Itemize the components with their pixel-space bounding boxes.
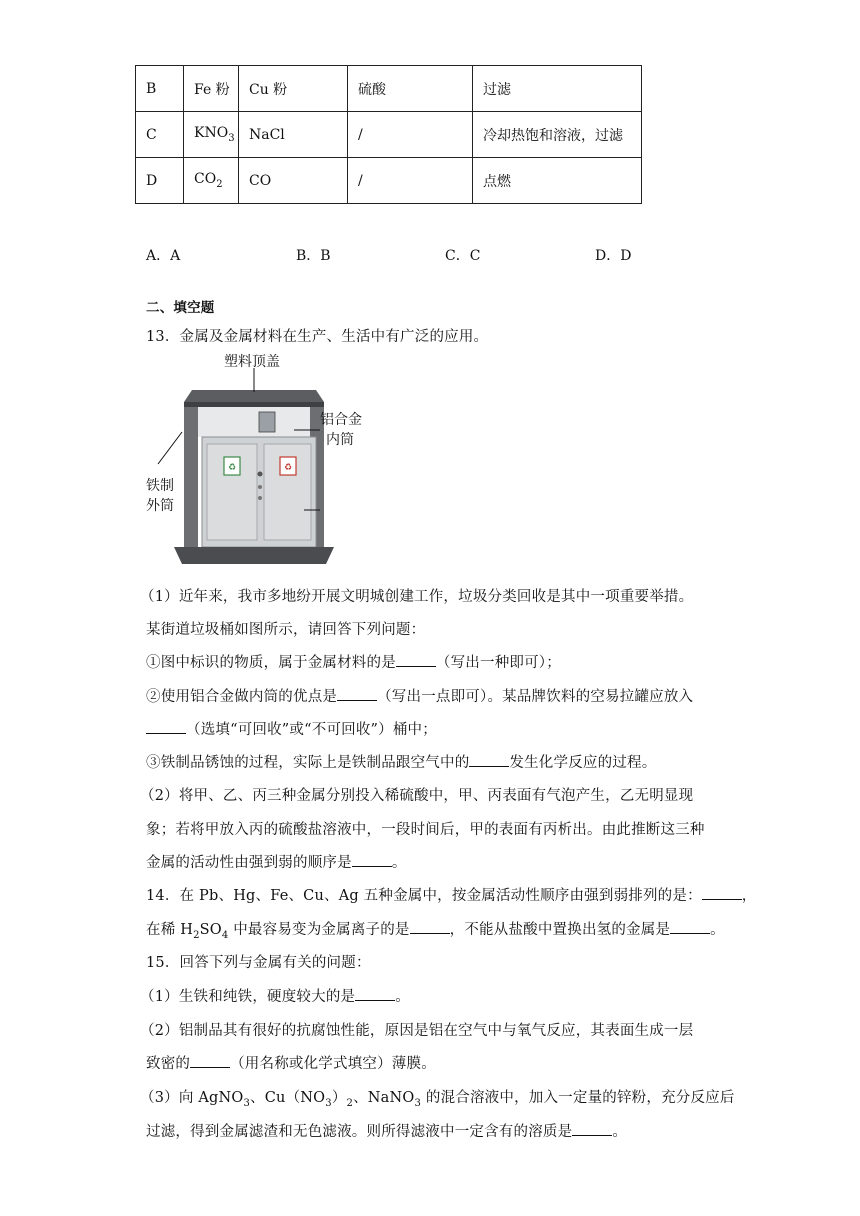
subscript: 2: [193, 929, 200, 941]
table-row: [136, 66, 642, 112]
text: ，不能从盐酸中置换出氢的金属是: [449, 922, 671, 938]
non-recyclable-icon-glyph: ♻: [283, 463, 293, 473]
q13-sub2-cont: [146, 718, 437, 739]
table-cell: /: [348, 158, 473, 204]
q13-stem: 13．金属及金属材料在生产、生活中有广泛的应用。: [146, 329, 489, 345]
formula-main: CO: [194, 171, 217, 188]
text: （写出一种即可）；: [435, 655, 561, 671]
option-c[interactable]: C．C: [445, 248, 481, 264]
formula-sub: 3: [228, 132, 235, 144]
answer-blank[interactable]: [146, 721, 186, 734]
table-cell: CO: [239, 158, 348, 204]
table-cell: Cu 粉: [239, 66, 348, 112]
text: 14．在 Pb、Hg、Fe、Cu、Ag 五种金属中，按金属活动性顺序由强到弱排列的是：: [146, 888, 702, 904]
leader-line-left: [158, 432, 182, 464]
text: （1）生铁和纯铁，硬度较大的是: [140, 989, 356, 1005]
q13-p2-line2: 象；若将甲放入丙的硫酸盐溶液中，一段时间后，甲的表面有丙析出。由此推断这三种: [146, 822, 705, 838]
options-table: [135, 65, 642, 204]
table-row: [136, 112, 642, 158]
q15-p2-line1: （2）铝制品其有很好的抗腐蚀性能，原因是铝在空气中与氧气反应，其表面生成一层: [140, 1023, 694, 1039]
answer-blank[interactable]: [396, 654, 436, 667]
subscript: 3: [414, 1097, 422, 1109]
section-heading: 二、填空题: [146, 300, 215, 316]
answer-blank[interactable]: [702, 887, 742, 900]
bin-ashtray: [259, 412, 275, 432]
text: 中最容易变为金属离子的是: [228, 922, 410, 938]
bin-back-panel: [198, 407, 310, 437]
text: 在稀 H: [146, 922, 194, 938]
lock-icon: [258, 472, 263, 477]
q14-line2: [146, 918, 725, 941]
label-aluminum: 铝合金: [320, 412, 362, 428]
text: （选填“可回收”或“不可回收”）桶中；: [186, 722, 437, 738]
text: 的混合溶液中，加入一定量的锌粉，充分反应后: [421, 1090, 735, 1106]
text: 致密的: [146, 1056, 191, 1072]
table-cell: NaCl: [239, 112, 348, 158]
text: 、NaNO: [353, 1090, 415, 1106]
table-row: [136, 158, 642, 204]
table-cell: 硫酸: [348, 66, 473, 112]
text: 。: [395, 989, 410, 1005]
option-a[interactable]: A．A: [146, 248, 181, 264]
answer-blank[interactable]: [352, 854, 392, 867]
table-cell: /: [348, 112, 473, 158]
text: ）: [331, 1090, 347, 1106]
label-iron: 铁制: [146, 478, 174, 494]
text: SO: [199, 922, 222, 938]
option-b[interactable]: B．B: [296, 248, 331, 264]
answer-blank[interactable]: [190, 1055, 230, 1068]
subscript: 4: [221, 929, 229, 941]
text: 发生化学反应的过程。: [509, 755, 657, 771]
q15-p2-line2: [146, 1052, 436, 1073]
text: （用名称或化学式填空）薄膜。: [230, 1056, 436, 1072]
q13-sub1: [146, 651, 561, 672]
label-plastic-cap: 塑料顶盖: [224, 354, 280, 370]
text: ②使用铝合金做内筒的优点是: [146, 689, 338, 705]
q15-p1: [140, 985, 410, 1006]
subscript: 3: [325, 1097, 332, 1109]
text: 过滤，得到金属滤渣和无色滤液。则所得滤液中一定含有的溶质是: [146, 1124, 573, 1140]
table-cell: 过滤: [473, 66, 642, 112]
text: （写出一点即可）。某品牌饮料的空易拉罐应放入: [377, 689, 694, 705]
bin-base: [174, 547, 334, 564]
q13-p2-line1: （2）将甲、乙、丙三种金属分别投入稀硫酸中，甲、丙表面有气泡产生，乙无明显现: [140, 788, 694, 804]
q15-p3-line1: [140, 1086, 735, 1109]
table-cell: 冷却热饱和溶液，过滤: [473, 112, 642, 158]
answer-blank[interactable]: [469, 754, 509, 767]
table-cell: D: [136, 158, 184, 204]
q14-line1: [146, 884, 756, 905]
text: ①图中标识的物质，属于金属材料的是: [146, 655, 396, 671]
formula-sub: 2: [216, 178, 223, 190]
label-inner: 内筒: [326, 432, 354, 448]
bin-post-left: [184, 407, 198, 557]
q13-sub2: [146, 685, 693, 706]
table-cell: [184, 112, 239, 158]
subscript: 2: [346, 1097, 354, 1109]
q13-p2-line3: [146, 851, 407, 872]
q13-p1-line1: （1）近年来，我市多地纷开展文明城创建工作，垃圾分类回收是其中一项重要举措。: [140, 589, 694, 605]
answer-options: [146, 245, 666, 265]
q15-stem: 15．回答下列与金属有关的问题：: [146, 955, 371, 971]
answer-blank[interactable]: [337, 688, 377, 701]
lock-icon: [258, 496, 262, 500]
option-d[interactable]: D．D: [595, 248, 632, 264]
text: 。: [612, 1124, 628, 1140]
text: 金属的活动性由强到弱的顺序是: [146, 855, 352, 871]
bin-roof-edge: [184, 402, 324, 407]
q13-p1-line2: 某街道垃圾桶如图所示，请回答下列问题：: [146, 622, 426, 638]
subscript: 3: [243, 1097, 251, 1109]
q13-sub3: [146, 751, 656, 772]
recyclable-icon-glyph: ♻: [227, 463, 237, 473]
answer-blank[interactable]: [410, 921, 450, 934]
answer-blank[interactable]: [670, 921, 710, 934]
trash-bin-figure: [144, 352, 394, 574]
text: 。: [710, 922, 725, 938]
answer-blank[interactable]: [355, 988, 395, 1001]
lock-icon: [258, 485, 262, 489]
table-cell: Fe 粉: [184, 66, 239, 112]
table-cell: B: [136, 66, 184, 112]
answer-blank[interactable]: [572, 1123, 612, 1136]
formula-main: KNO: [194, 125, 229, 142]
text: （3）向 AgNO: [140, 1090, 244, 1106]
text: ，: [741, 888, 757, 904]
text: 。: [391, 855, 407, 871]
label-outer: 外筒: [146, 498, 174, 514]
table-cell: C: [136, 112, 184, 158]
q15-p3-line2: [146, 1120, 627, 1141]
text: ③铁制品锈蚀的过程，实际上是铁制品跟空气中的: [146, 755, 470, 771]
table-cell: [184, 158, 239, 204]
table-cell: 点燃: [473, 158, 642, 204]
text: 、Cu（NO: [250, 1090, 326, 1106]
